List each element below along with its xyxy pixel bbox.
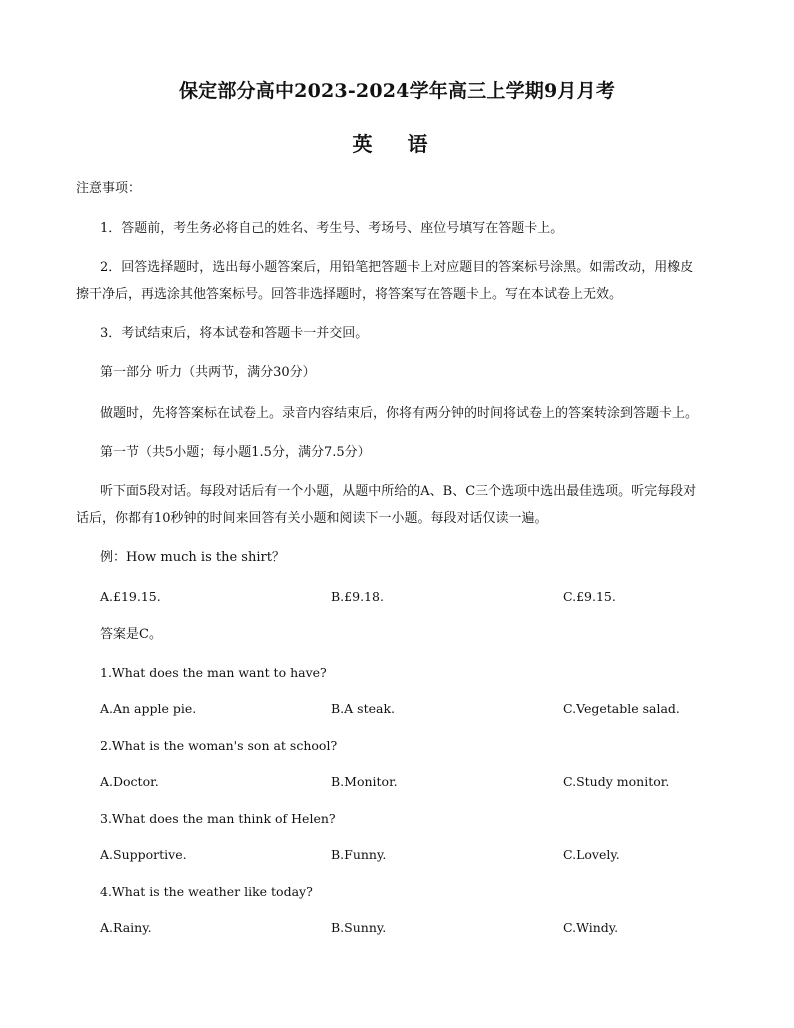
question-3: 3.What does the man think of Helen? [100, 811, 336, 826]
part1-instruction: 做题时，先将答案标在试卷上。录音内容结束后，你将有两分钟的时间将试卷上的答案转涂到答题卡上。 [100, 406, 699, 421]
exam-title: 保定部分高中2023-2024学年高三上学期9月月考 [178, 80, 616, 102]
question-2-option-b: B.Monitor. [331, 774, 398, 789]
subject-title: 英 语 [352, 132, 442, 156]
section1-heading: 第一节（共5小题；每小题1.5分，满分7.5分） [100, 445, 371, 460]
note-item-3: 3．考试结束后，将本试卷和答题卡一并交回。 [100, 326, 369, 341]
section1-instruction-line-1: 听下面5段对话。每段对话后有一个小题，从题中所给的A、B、C三个选项中选出最佳选项。听完每段对 [100, 484, 697, 499]
example-option-c: C.£9.15. [563, 589, 616, 604]
question-1-option-a: A.An apple pie. [100, 701, 197, 716]
example-answer: 答案是C。 [100, 627, 162, 642]
question-1-option-c: C.Vegetable salad. [563, 701, 680, 716]
question-4-option-c: C.Windy. [563, 920, 619, 935]
question-4-option-b: B.Sunny. [331, 920, 387, 935]
question-1: 1.What does the man want to have? [100, 665, 327, 680]
note-item-2-line-1: 2．回答选择题时，选出每小题答案后，用铅笔把答题卡上对应题目的答案标号涂黑。如需改动，用橡皮 [100, 260, 694, 275]
question-3-option-b: B.Funny. [331, 847, 387, 862]
question-3-option-c: C.Lovely. [563, 847, 620, 862]
part1-heading: 第一部分 听力（共两节，满分30分） [100, 365, 316, 380]
note-item-2-line-2: 擦干净后，再选涂其他答案标号。回答非选择题时，将答案写在答题卡上。写在本试卷上无效。 [76, 287, 623, 302]
question-4: 4.What is the weather like today? [100, 884, 313, 899]
question-3-option-a: A.Supportive. [100, 847, 187, 862]
example-option-a: A.£19.15. [100, 589, 161, 604]
question-2: 2.What is the woman's son at school? [100, 738, 338, 753]
example-option-b: B.£9.18. [331, 589, 384, 604]
question-4-option-a: A.Rainy. [100, 920, 152, 935]
section1-instruction-line-2: 话后，你都有10秒钟的时间来回答有关小题和阅读下一小题。每段对话仅读一遍。 [76, 511, 548, 526]
question-2-option-c: C.Study monitor. [563, 774, 670, 789]
notes-heading: 注意事项： [76, 181, 142, 196]
question-1-option-b: B.A steak. [331, 701, 395, 716]
example-question: 例：How much is the shirt？ [100, 550, 285, 565]
note-item-1: 1．答题前，考生务必将自己的姓名、考生号、考场号、座位号填写在答题卡上。 [100, 221, 564, 236]
question-2-option-a: A.Doctor. [100, 774, 159, 789]
